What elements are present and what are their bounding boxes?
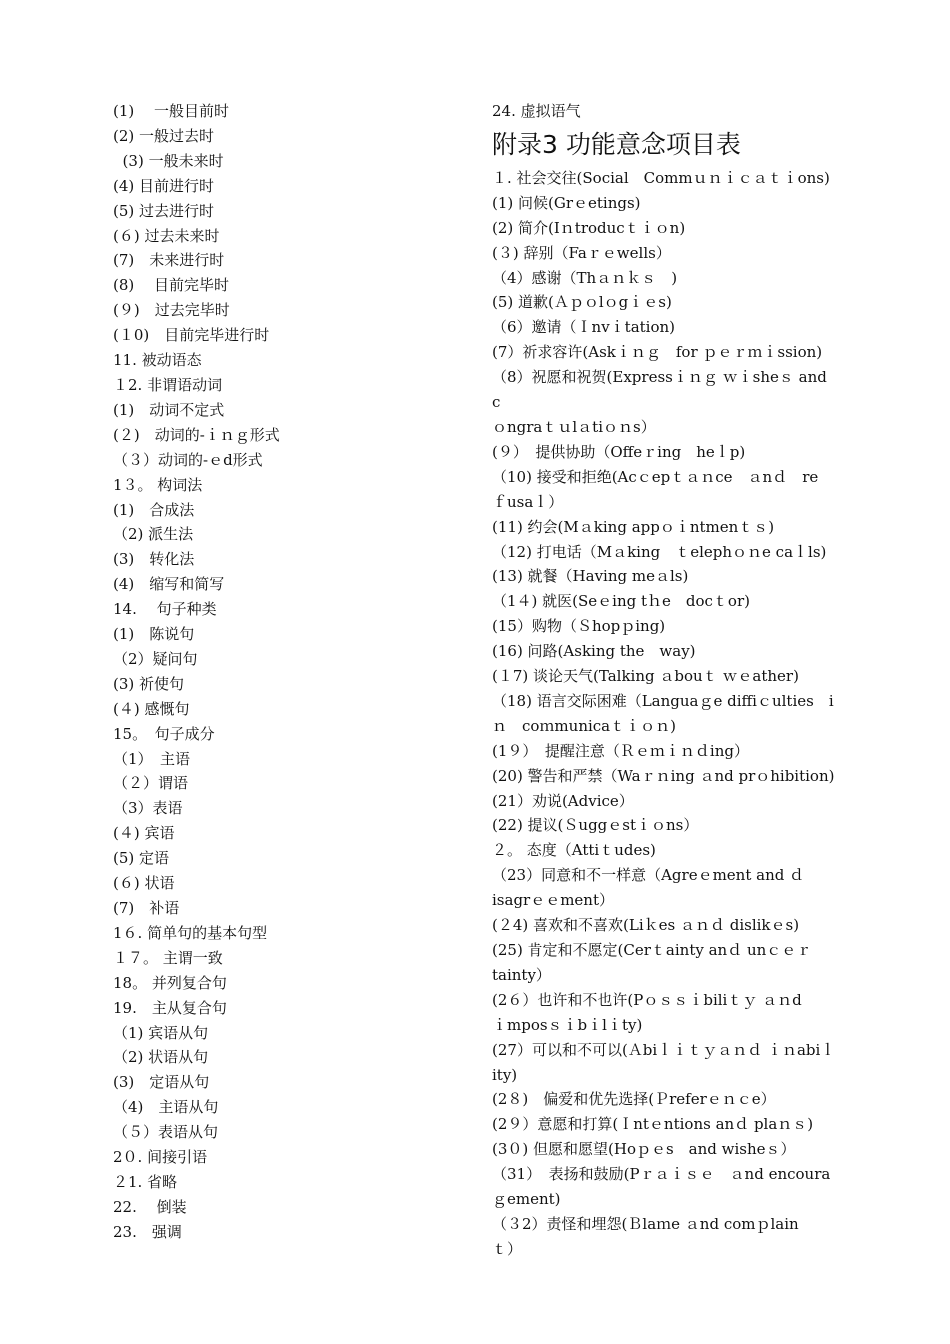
- grammar-item: (7) 未来进行时: [113, 251, 225, 270]
- grammar-item: (4) 缩写和简写: [113, 575, 225, 594]
- function-item: ｉmposｓｉbｉlｉty): [492, 1015, 643, 1034]
- function-item: (22) 提议(Ｓuggｅstｉｏns）: [492, 816, 699, 835]
- grammar-item: 2０. 间接引语: [113, 1148, 208, 1167]
- grammar-item: (7) 补语: [113, 899, 180, 917]
- grammar-item: (5) 过去进行时: [113, 201, 215, 220]
- grammar-item: (3) 定语从句: [113, 1073, 210, 1092]
- grammar-item: (６) 状语: [113, 874, 175, 893]
- grammar-item: １７。 主谓一致: [113, 948, 223, 967]
- grammar-item: (1) 动词不定式: [113, 400, 225, 419]
- grammar-item: 1６. 简单句的基本句型: [113, 923, 268, 942]
- grammar-item: 22. 倒装: [113, 1197, 187, 1216]
- function-item: (15）购物（Ｓhopｐing): [492, 617, 666, 636]
- function-item: (１7) 谈论天气(Talking ａbouｔ ｗｅather): [492, 667, 799, 686]
- function-item: （1４) 就医(Seｅing tｈe docｔor): [492, 592, 750, 611]
- grammar-item: (４) 感慨句: [113, 699, 190, 718]
- function-item: (2) 简介(Iｎtroducｔｉｏn): [492, 218, 686, 237]
- grammar-item: 15。 句子成分: [113, 724, 215, 743]
- grammar-item: 1３。 构词法: [113, 475, 203, 494]
- grammar-item: (4) 目前进行时: [113, 176, 215, 195]
- function-item: (27）可以和不可以(Ａbiｌｉｔｙａｎｄ ｉｎabiｌ: [492, 1040, 836, 1059]
- grammar-item: 11. 被动语态: [113, 351, 202, 370]
- function-item: (2６）也许和不也许(Pｏｓｓｉbiliｔｙ ａｎd: [492, 990, 802, 1009]
- function-item: (16) 问路(Asking the way): [492, 642, 696, 661]
- grammar-item: （1) 宾语从句: [113, 1023, 209, 1042]
- function-item: (９） 提供协助（Offeｒing heｌp): [492, 442, 746, 461]
- grammar-item: 18。 并列复合句: [113, 973, 227, 992]
- grammar-item: （1） 主语: [113, 749, 191, 768]
- function-item: ｏngraｔｕlａtiｏｎs）: [492, 417, 656, 436]
- function-item: （4）感谢（Thａｎｋｓ ): [492, 268, 678, 287]
- grammar-item: (２) 动词的-ｉｎｇ形式: [113, 425, 280, 444]
- grammar-item: 19. 主从复合句: [113, 998, 227, 1017]
- grammar-item: （2) 状语从句: [113, 1048, 209, 1067]
- grammar-item: （3）表语: [113, 799, 183, 818]
- grammar-item: (3) 祈使句: [113, 674, 185, 693]
- function-item: （18) 语言交际困难（Languaｇe diffiｃulties i: [492, 691, 834, 710]
- grammar-item: (９) 过去完毕时: [113, 301, 230, 320]
- grammar-item: (1) 陈说句: [113, 625, 195, 644]
- grammar-item: （３）动词的-ｅd形式: [113, 450, 263, 469]
- function-item: (２4) 喜欢和不喜欢(Liｋes ａｎｄ dislikｅs): [492, 916, 800, 935]
- function-item: （23）同意和不一样意（Agreｅment and ｄ: [492, 866, 805, 885]
- grammar-item: ２1. 省略: [113, 1172, 178, 1191]
- grammar-item: (8) 目前完毕时: [113, 276, 230, 295]
- function-item: ｇement): [492, 1190, 561, 1209]
- grammar-item: 23. 强调: [113, 1222, 182, 1241]
- function-item: (1) 问候(Grｅetings): [492, 193, 641, 212]
- function-item: （31） 表扬和鼓励(Pｒａｉｓｅ ａnd encoura: [492, 1165, 831, 1184]
- function-item: (11) 约会(Mａking appｏｉntmenｔｓ): [492, 517, 775, 536]
- function-item: （6）邀请（Ｉnvｉtation): [492, 318, 676, 337]
- appendix-heading: 附录3 功能意念项目表: [492, 129, 741, 159]
- grammar-item: （2) 派生法: [113, 525, 194, 544]
- grammar-item: (3) 转化法: [113, 550, 195, 569]
- function-item: ｆusaｌ）: [492, 492, 564, 511]
- function-item: （３2）责怪和埋怨(Ｂlaｍe ａnd comｐlain: [492, 1214, 799, 1233]
- grammar-item: (1) 一般目前时: [113, 102, 230, 120]
- grammar-item: 14. 句子种类: [113, 600, 217, 619]
- function-item: (3０) 但愿和愿望(Hoｐｅs and wisheｓ）: [492, 1140, 796, 1159]
- grammar-item: (1) 合成法: [113, 500, 195, 519]
- function-item: (2９）意愿和打算(Ｉntｅntions anｄ plaｎｓ): [492, 1115, 814, 1134]
- grammar-item: (3) 一般未来时: [113, 151, 224, 170]
- function-item: (5) 道歉(Ａｐｏlｏgｉｅs): [492, 293, 672, 312]
- function-list: [492, 166, 837, 1262]
- function-item: (7）祈求容许(Askｉｎｇ for ｐｅｒｍｉssion): [492, 343, 823, 362]
- grammar-item: （５）表语从句: [113, 1123, 219, 1142]
- function-item: (３) 辞别（Faｒｅwells）: [492, 243, 671, 262]
- function-item: (21）劝说(Advice）: [492, 791, 634, 810]
- function-item: tainty）: [492, 965, 551, 984]
- function-item: ity): [492, 1065, 518, 1084]
- function-item: ｔ）: [492, 1239, 523, 1258]
- function-item: (20) 警告和严禁（Waｒｎing ａnd prｏhibition): [492, 766, 835, 785]
- function-item: （10) 接受和拒绝(Acｃepｔａｎce ａnｄ re: [492, 467, 819, 486]
- function-item: isagrｅｅment）: [492, 891, 614, 910]
- function-item: (2８) 偏爱和优先选择(Ｐreferｅｎｃe）: [492, 1090, 776, 1109]
- function-item: （8）祝愿和祝贺(Expressｉｎｇ ｗｉsheｓ and c: [492, 368, 832, 412]
- grammar-item: (６) 过去未来时: [113, 226, 220, 245]
- left-column: [113, 99, 463, 1245]
- grammar-item: (１0) 目前完毕进行时: [113, 326, 270, 345]
- function-item: (1９） 提醒注意（Ｒｅｍｉｎｄing）: [492, 741, 749, 760]
- function-item: ｎ coｍmunicaｔｉｏｎ): [492, 716, 676, 735]
- grammar-item: （4) 主语从句: [113, 1098, 219, 1117]
- function-item: (25) 肯定和不愿定(Cerｔainty anｄ unｃｅｒ: [492, 941, 812, 959]
- grammar-item: (2) 一般过去时: [113, 126, 215, 145]
- grammar-item: １2. 非谓语动词: [113, 375, 223, 394]
- grammar-item: (5) 定语: [113, 849, 170, 868]
- function-item: (13) 就餐（Having meａls): [492, 567, 689, 586]
- grammar-item: （２）谓语: [113, 774, 189, 793]
- right-column: [492, 99, 837, 1262]
- function-item: （12) 打电话（Mａking ｔelephｏｎe caｌls): [492, 542, 827, 561]
- grammar-item: (４) 宾语: [113, 824, 175, 843]
- function-item: ２。 态度（Attiｔudes): [492, 841, 656, 860]
- grammar-item: （2）疑问句: [113, 649, 198, 668]
- item-24: 24. 虚拟语气: [492, 102, 581, 120]
- function-item: １. 社会交往(Social Commｕｎｉｃａｔｉons): [492, 168, 830, 187]
